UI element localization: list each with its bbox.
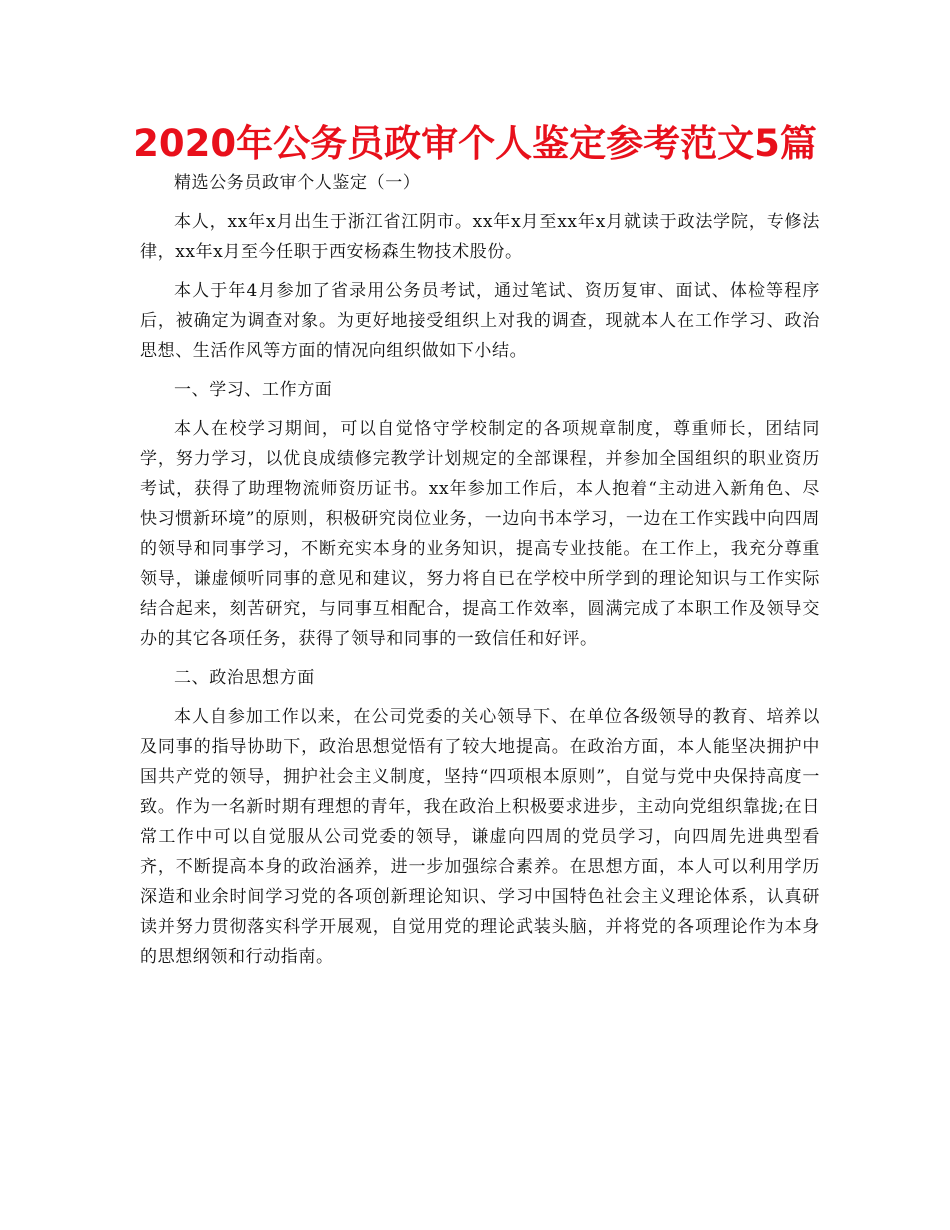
paragraph-political: 本人自参加工作以来，在公司党委的关心领导下、在单位各级领导的教育、培养以及同事的指导协助下，政治思想觉悟有了较大地提高。在政治方面，本人能坚决拥护中国共产党的领导，拥护社会主义制度，坚持“四项根本原则”，自觉与党中央保持高度一致。作为一名新时期有理想的青年，我在政治上积极要求进步，主动向党组织靠拢;在日常工作中可以自觉服从公司党委的领导，谦虚向四周的党员学习，向四周先进典型看齐，不断提高本身的政治涵养，进一步加强综合素养。在思想方面，本人可以利用学历深造和业余时间学习党的各项创新理论知识、学习中国特色社会主义理论体系，认真研读并努力贯彻落实科学开展观，自觉用党的理论武装头脑，并将党的各项理论作为本身的思想纲领和行动指南。 bbox=[140, 707, 820, 967]
section-heading-political: 二、政治思想方面 bbox=[174, 668, 315, 688]
paragraph-exam: 本人于年4月参加了省录用公务员考试，通过笔试、资历复审、面试、体检等程序后，被确定为调查对象。为更好地接受组织上对我的调查，现就本人在工作学习、政治思想、生活作风等方面的情况向组织做如下小结。 bbox=[140, 281, 820, 361]
section-subtitle: 精选公务员政审个人鉴定（一） bbox=[174, 173, 421, 193]
document-title: 2020年公务员政审个人鉴定参考范文5篇 bbox=[133, 122, 817, 165]
document-body bbox=[140, 168, 820, 981]
paragraph-intro: 本人，xx年x月出生于浙江省江阴市。xx年x月至xx年x月就读于政法学院，专修法律，xx年x月至今任职于西安杨森生物技术股份。 bbox=[140, 212, 820, 262]
section-heading-study-work: 一、学习、工作方面 bbox=[174, 380, 333, 400]
paragraph-study-work: 本人在校学习期间，可以自觉恪守学校制定的各项规章制度，尊重师长，团结同学，努力学习，以优良成绩修完教学计划规定的全部课程，并参加全国组织的职业资历考试，获得了助理物流师资历证书。xx年参加工作后，本人抱着“主动进入新角色、尽快习惯新环境”的原则，积极研究岗位业务，一边向书本学习，一边在工作实践中向四周的领导和同事学习，不断充实本身的业务知识，提高专业技能。在工作上，我充分尊重领导，谦虚倾听同事的意见和建议，努力将自已在学校中所学到的理论知识与工作实际结合起来，刻苦研究，与同事互相配合，提高工作效率，圆满完成了本职工作及领导交办的其它各项任务，获得了领导和同事的一致信任和好评。 bbox=[140, 419, 820, 649]
